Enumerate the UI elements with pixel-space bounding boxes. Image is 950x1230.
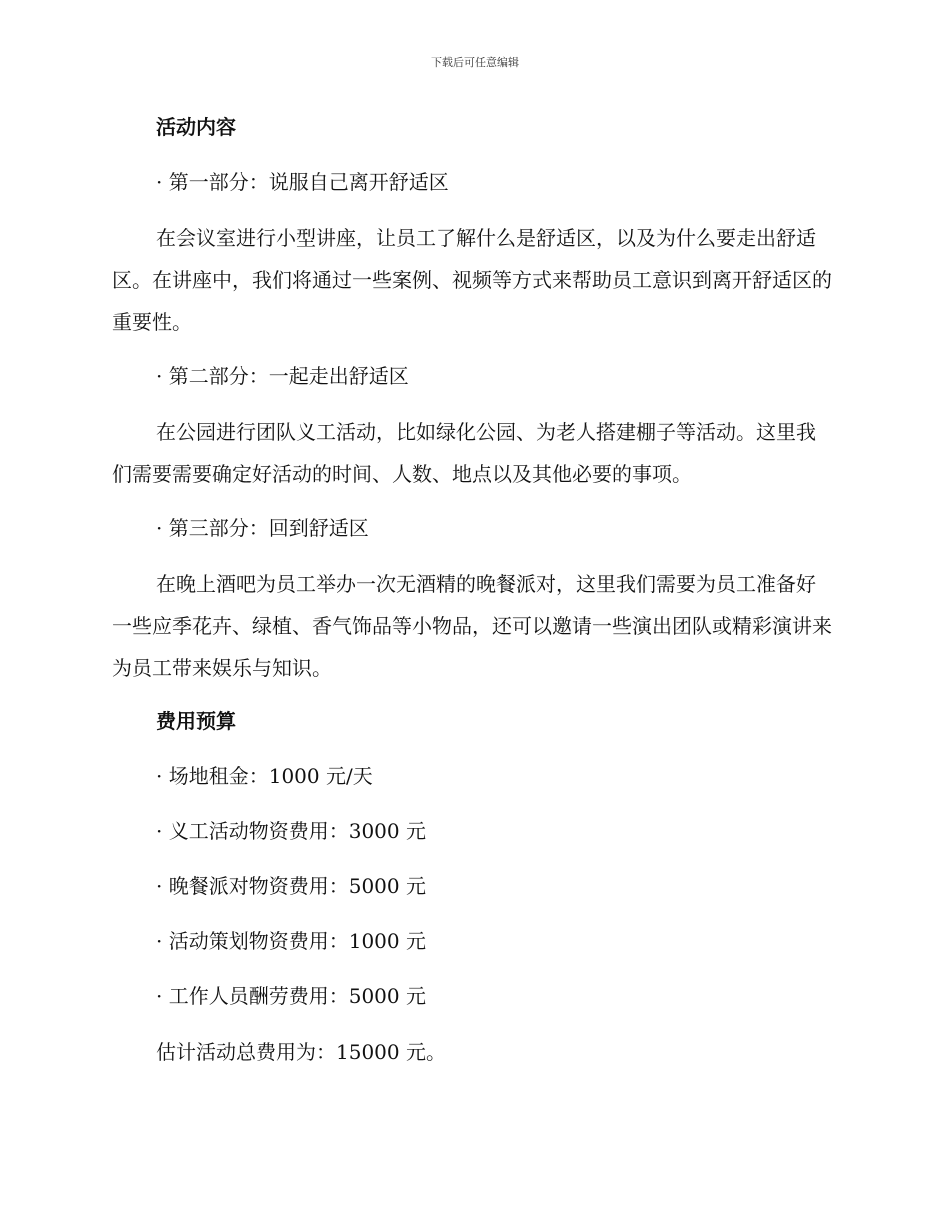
page-header: 下载后可任意编辑 [431,56,519,69]
section-title-budget: 费用预算 [156,709,236,733]
budget-total: 估计活动总费用为：15000 元。 [156,1040,446,1064]
budget-item-planning: · 活动策划物资费用：1000 元 [156,929,426,953]
budget-item-venue: · 场地租金：1000 元/天 [156,764,373,788]
section-title-activity: 活动内容 [156,115,236,139]
part-2-heading: · 第二部分：一起走出舒适区 [156,364,409,388]
part-1-paragraph: 在会议室进行小型讲座，让员工了解什么是舒适区，以及为什么要走出舒适区。在讲座中，我们将通过一些案例、视频等方式来帮助员工意识到离开舒适区的重要性。 [112,226,832,334]
part-2-paragraph: 在公园进行团队义工活动，比如绿化公园、为老人搭建棚子等活动。这里我们需要需要确定好活动的时间、人数、地点以及其他必要的事项。 [112,420,816,486]
part-3-paragraph: 在晚上酒吧为员工举办一次无酒精的晚餐派对，这里我们需要为员工准备好一些应季花卉、绿植、香气饰品等小物品，还可以邀请一些演出团队或精彩演讲来为员工带来娱乐与知识。 [112,572,832,680]
budget-item-volunteer: · 义工活动物资费用：3000 元 [156,819,426,843]
part-3-heading: · 第三部分：回到舒适区 [156,516,369,540]
budget-item-dinner: · 晚餐派对物资费用：5000 元 [156,874,426,898]
part-1-heading: · 第一部分：说服自己离开舒适区 [156,170,449,194]
budget-item-staff: · 工作人员酬劳费用：5000 元 [156,984,426,1008]
